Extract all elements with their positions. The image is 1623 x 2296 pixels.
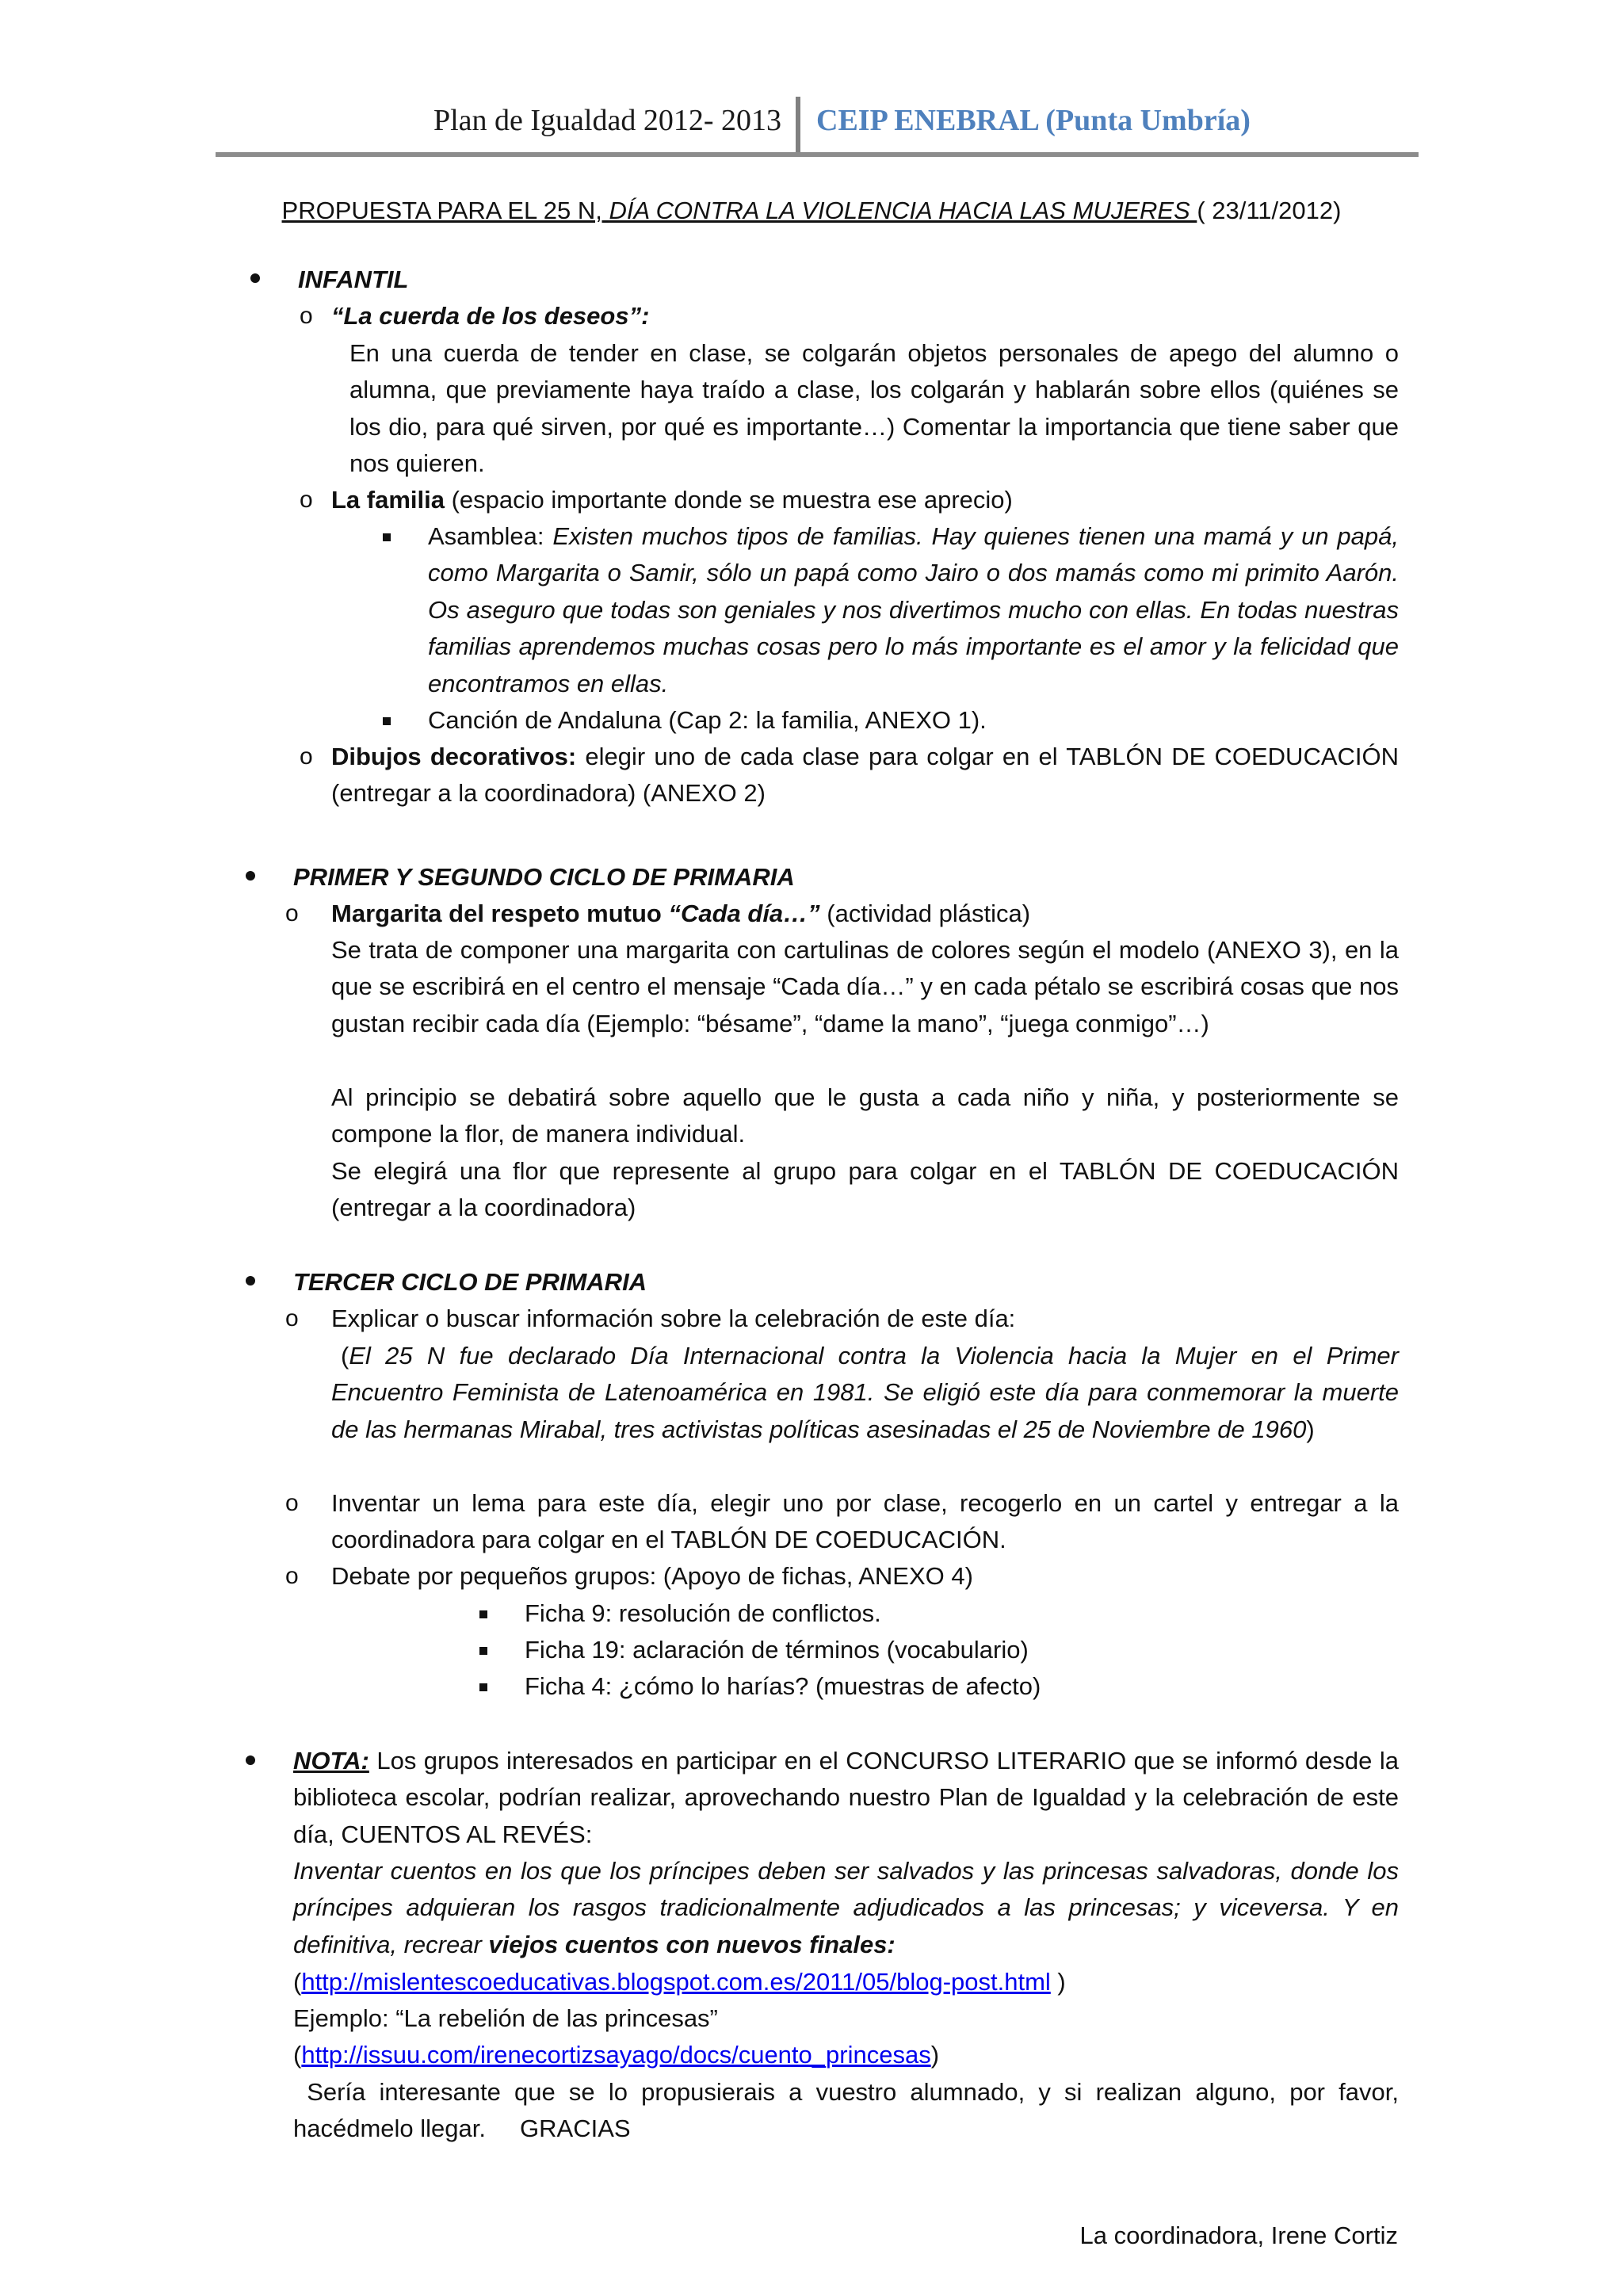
circle-bullet-cuerda: o <box>300 303 313 329</box>
dibujos-text: elegir uno de cada clase para colgar en el TABLÓN DE COEDUCACIÓN (entregar a la coordinadora) (ANEXO 2) <box>331 743 1400 808</box>
dibujos-line <box>331 739 1399 812</box>
square-bullet-ficha-4 <box>479 1683 487 1691</box>
margarita-title: Margarita del respeto mutuo <box>331 900 669 927</box>
explicar-detail-open: ( <box>341 1342 349 1370</box>
bullet-tercer-ciclo <box>246 1276 255 1286</box>
link2-close: ) <box>930 2041 940 2069</box>
nota-italic-text: Inventar cuentos en los que los príncipes deben ser salvados y las princesas salvadoras, donde los príncipes adquieran los rasgos tradicionalmente adjudicados a las princesas; y viceversa. Y en definitiva, recrear <box>293 1857 1399 1958</box>
link1-open: ( <box>293 1968 302 1996</box>
square-bullet-asamblea <box>383 533 391 541</box>
margarita-p1: Se trata de componer una margarita con cartulinas de colores según el modelo (ANEXO 3), en la que se escribirá en el centro el mensaje “Cada día…” y en cada pétalo se escribirá cosas que nos gustan recibir cada día (Ejemplo: “bésame”, “dame la mano”, “juega conmigo”…) <box>331 936 1399 1037</box>
asamblea-label: Asamblea: <box>428 522 553 550</box>
circle-bullet-margarita: o <box>285 900 299 926</box>
heading-infantil: INFANTIL <box>298 266 409 293</box>
ficha-9: Ficha 9: resolución de conflictos. <box>525 1599 881 1627</box>
asamblea-paragraph <box>428 518 1399 702</box>
nota-label: NOTA: <box>293 1747 369 1775</box>
familia-text: (espacio importante donde se muestra ese aprecio) <box>445 486 1013 514</box>
ficha-4: Ficha 4: ¿cómo lo harías? (muestras de afecto) <box>525 1672 1041 1700</box>
issuu-link[interactable]: http://issuu.com/irenecortizsayago/docs/cuento_princesas <box>301 2041 931 2069</box>
title-part2: DÍA CONTRA LA VIOLENCIA HACIA LAS MUJERES <box>609 197 1197 224</box>
nota-paragraph <box>293 1743 1399 1853</box>
margarita-p3: Se elegirá una flor que represente al grupo para colgar en el TABLÓN DE COEDUCACIÓN (entregar a la coordinadora) <box>331 1157 1399 1222</box>
title-part1: PROPUESTA PARA EL 25 N, <box>281 197 609 224</box>
margarita-suffix: (actividad plástica) <box>819 900 1031 927</box>
heading-primer-ciclo: PRIMER Y SEGUNDO CICLO DE PRIMARIA <box>293 863 795 891</box>
nota-text: Los grupos interesados en participar en el CONCURSO LITERARIO que se informó desde la biblioteca escolar, podrían realizar, aprovechando nuestro Plan de Igualdad y la celebración de este día, CUENTOS AL REVÉS: <box>293 1747 1399 1848</box>
link2-line <box>293 2037 939 2073</box>
header-rule <box>216 152 1419 157</box>
header-plan-title: Plan de Igualdad 2012- 2013 <box>433 104 781 137</box>
debate-text: Debate por pequeños grupos: (Apoyo de fichas, ANEXO 4) <box>331 1562 973 1590</box>
bullet-primer-ciclo <box>246 871 255 881</box>
heading-tercer-ciclo: TERCER CICLO DE PRIMARIA <box>293 1268 647 1296</box>
nota-bold-italic: viejos cuentos con nuevos finales: <box>488 1930 896 1958</box>
circle-bullet-lema: o <box>285 1490 299 1516</box>
header-school-name: CEIP ENEBRAL (Punta Umbría) <box>816 104 1251 137</box>
ficha-19: Ficha 19: aclaración de términos (vocabulario) <box>525 1636 1029 1664</box>
cuerda-text: En una cuerda de tender en clase, se colgarán objetos personales de apego del alumno o alumna, que previamente haya traído a clase, los colgarán y hablarán sobre ellos (quiénes se los dio, para qué sirven, por qué es importante…) Comentar la importancia que tiene saber que nos quieren. <box>349 339 1399 478</box>
square-bullet-cancion <box>383 717 391 725</box>
bullet-nota <box>246 1755 255 1765</box>
explicar-text: Explicar o buscar información sobre la celebración de este día: <box>331 1305 1016 1332</box>
nota-italic-paragraph <box>293 1853 1399 1963</box>
closing-paragraph: Sería interesante que se lo propusierais a vuestro alumnado, y si realizan alguno, por favor, hacédmelo llegar. GRACIAS <box>293 2078 1406 2143</box>
margarita-line <box>331 896 1030 932</box>
dibujos-title: Dibujos decorativos: <box>331 743 577 770</box>
circle-bullet-debate: o <box>285 1563 299 1589</box>
familia-title: La familia <box>331 486 445 514</box>
margarita-title-italic: “Cada día…” <box>668 900 820 927</box>
blog-link[interactable]: http://mislentescoeducativas.blogspot.com.es/2011/05/blog-post.html <box>301 1968 1051 1996</box>
square-bullet-ficha-9 <box>479 1610 487 1618</box>
lema-text: Inventar un lema para este día, elegir uno por clase, recogerlo en un cartel y entregar a la coordinadora para colgar en el TABLÓN DE COEDUCACIÓN. <box>331 1489 1399 1554</box>
square-bullet-ficha-19 <box>479 1647 487 1655</box>
asamblea-text: Existen muchos tipos de familias. Hay quienes tienen una mamá y un papá, como Margarita o Samir, sólo un papá como Jairo o dos mamás como mi primito Aarón. Os aseguro que todas son geniales y nos divertimos mucho con ellas. En todas nuestras familias aprendemos muchas cosas pero lo más importante es el amor y la felicidad que encontramos en ellas. <box>428 522 1399 697</box>
cuerda-title: “La cuerda de los deseos”: <box>331 302 650 330</box>
explicar-detail-text: El 25 N fue declarado Día Internacional contra la Violencia hacia la Mujer en el Primer Encuentro Feminista de Latenoamérica en 1981. Se eligió este día para conmemorar la muerte de las hermanas Mirabal, tres activistas políticas asesinadas el 25 de Noviembre de 1960 <box>331 1342 1399 1443</box>
familia-line <box>331 482 1013 518</box>
title-date: ( 23/11/2012) <box>1197 197 1342 224</box>
ejemplo-text: Ejemplo: “La rebelión de las princesas” <box>293 2004 718 2032</box>
document-title <box>0 197 1623 225</box>
circle-bullet-dibujos: o <box>300 743 313 770</box>
margarita-p2: Al principio se debatirá sobre aquello que le gusta a cada niño y niña, y posteriormente se compone la flor, de manera individual. <box>331 1083 1399 1148</box>
link1-close: ) <box>1050 1968 1066 1996</box>
explicar-detail <box>331 1338 1399 1448</box>
circle-bullet-explicar: o <box>285 1305 299 1331</box>
header-separator <box>796 97 800 154</box>
signature: La coordinadora, Irene Cortiz <box>1079 2222 1398 2249</box>
explicar-detail-close: ) <box>1306 1415 1315 1443</box>
bullet-infantil <box>250 273 260 283</box>
link2-open: ( <box>293 2041 302 2069</box>
cancion-text: Canción de Andaluna (Cap 2: la familia, ANEXO 1). <box>428 706 987 734</box>
link1-line <box>293 1964 1066 2000</box>
circle-bullet-familia: o <box>300 487 313 513</box>
